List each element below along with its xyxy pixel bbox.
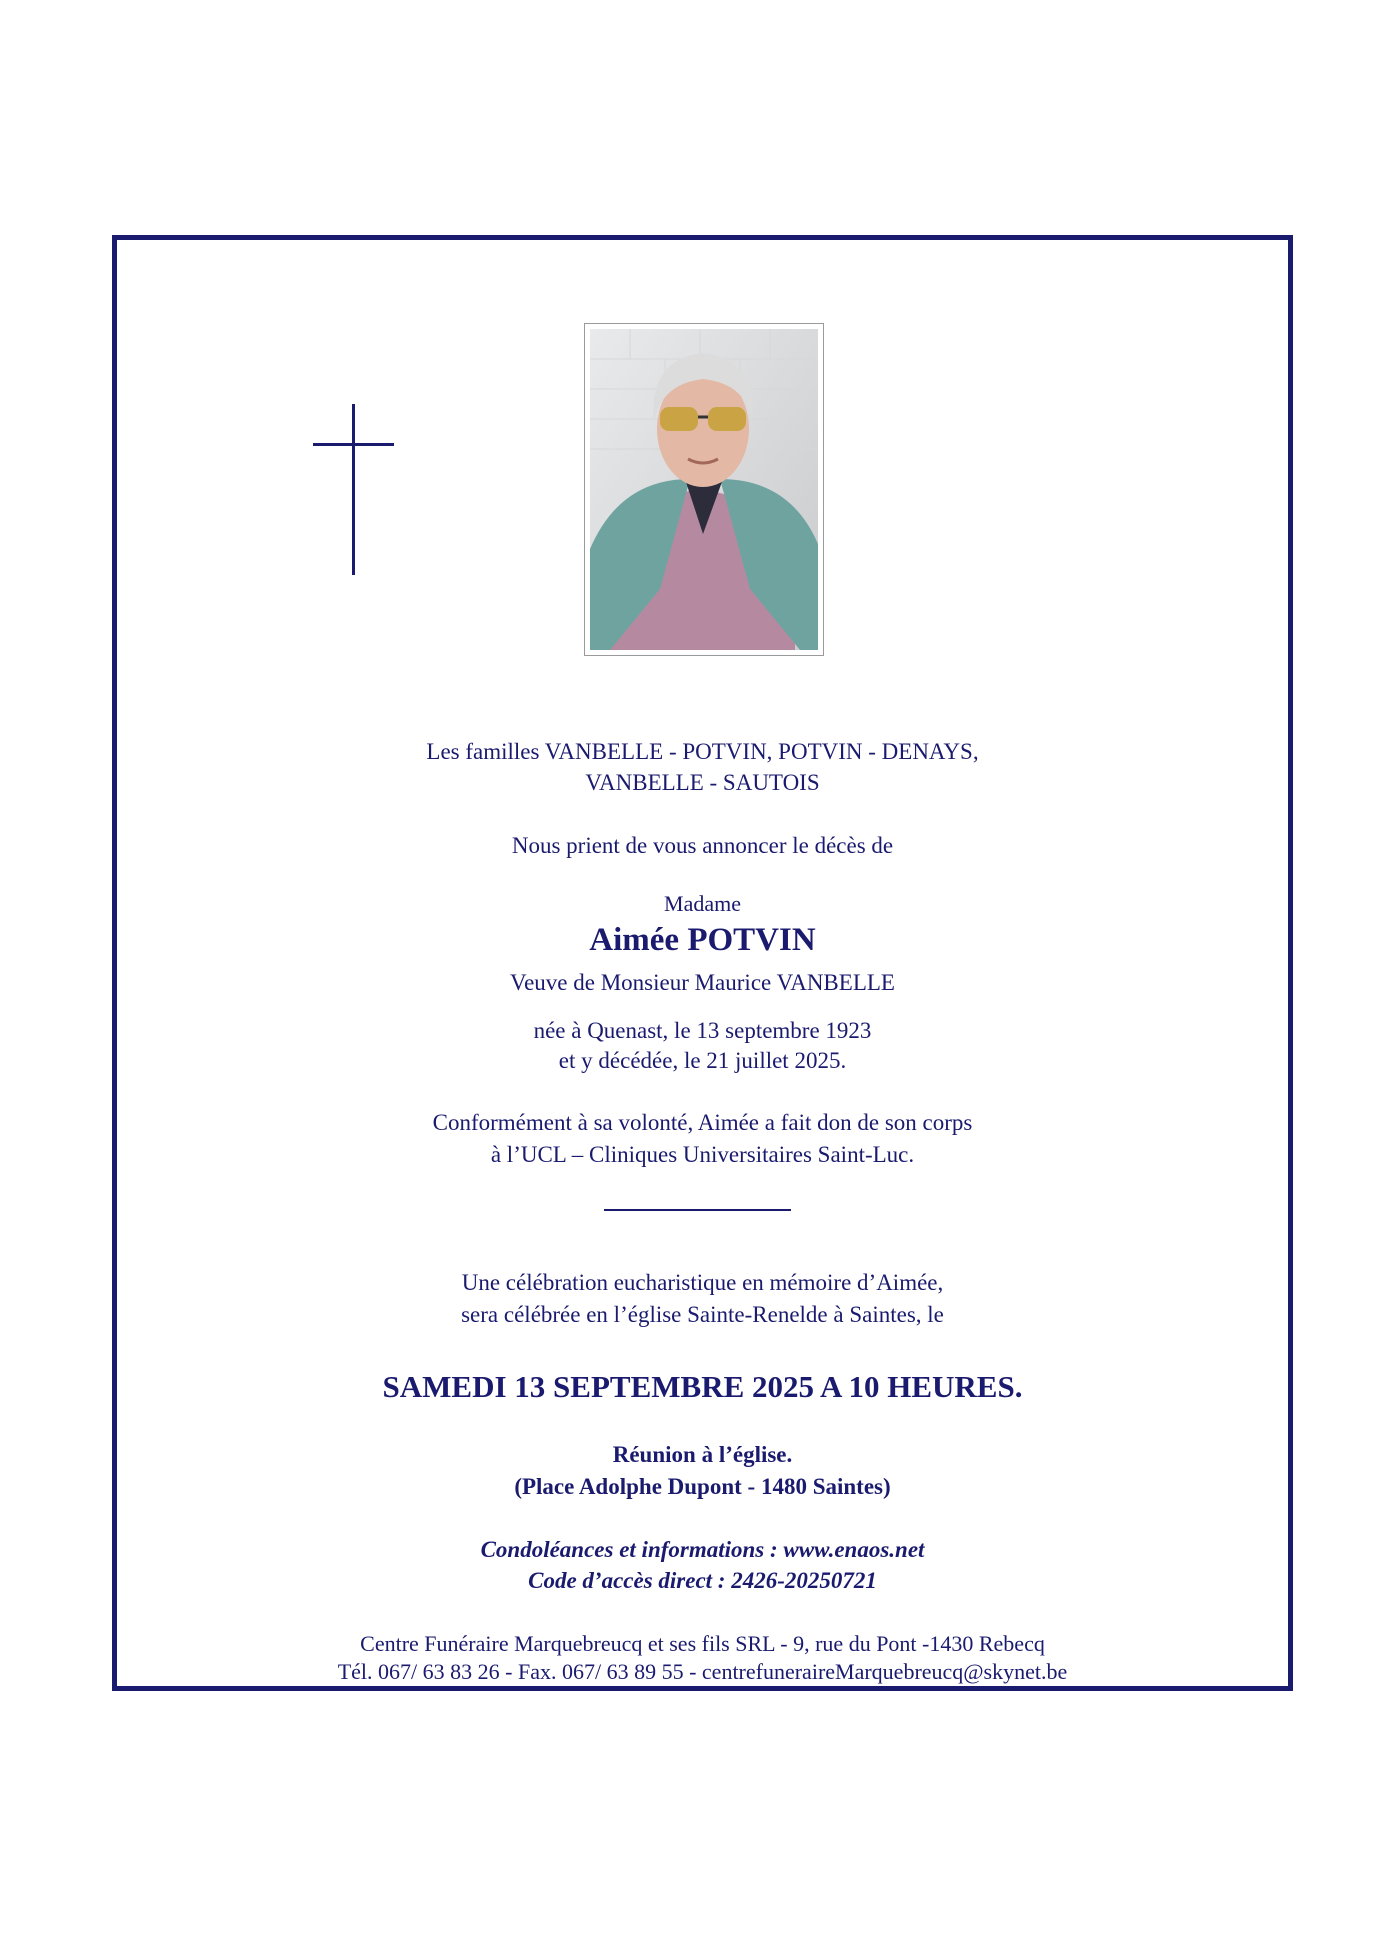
death-line: et y décédée, le 21 juillet 2025. — [558, 1048, 847, 1073]
portrait-photo — [584, 323, 824, 656]
spouse-line: Veuve de Monsieur Maurice VANBELLE — [510, 970, 895, 995]
announcement-text: Nous prient de vous annoncer le décès de — [511, 833, 894, 858]
honorific-title: Madame — [664, 891, 741, 916]
access-code: Code d’accès direct : 2426-20250721 — [528, 1568, 877, 1593]
funeral-home-contact: Tél. 067/ 63 83 26 - Fax. 067/ 63 89 55 - centrefuneraireMarquebreucq@skynet.be — [337, 1659, 1068, 1684]
separator-line — [604, 1209, 791, 1211]
deceased-name: Aimée POTVIN — [589, 922, 816, 958]
birth-line: née à Quenast, le 13 septembre 1923 — [533, 1018, 872, 1043]
donation-line-2: à l’UCL – Cliniques Universitaires Saint-Luc. — [490, 1142, 915, 1167]
meeting-address: (Place Adolphe Dupont - 1480 Saintes) — [514, 1474, 891, 1499]
condolences-website: Condoléances et informations : www.enaos.net — [480, 1537, 925, 1562]
families-line-2: VANBELLE - SAUTOIS — [585, 770, 820, 795]
celebration-date: SAMEDI 13 SEPTEMBRE 2025 A 10 HEURES. — [382, 1369, 1023, 1404]
donation-line-1: Conformément à sa volonté, Aimée a fait don de son corps — [432, 1110, 973, 1135]
celebration-line-1: Une célébration eucharistique en mémoire d’Aimée, — [461, 1270, 944, 1295]
celebration-line-2: sera célébrée en l’église Sainte-Renelde à Saintes, le — [461, 1302, 944, 1327]
families-line-1: Les familles VANBELLE - POTVIN, POTVIN - DENAYS, — [426, 739, 979, 764]
funeral-home-address: Centre Funéraire Marquebreucq et ses fils SRL - 9, rue du Pont -1430 Rebecq — [360, 1631, 1045, 1656]
meeting-line-1: Réunion à l’église. — [612, 1442, 793, 1467]
